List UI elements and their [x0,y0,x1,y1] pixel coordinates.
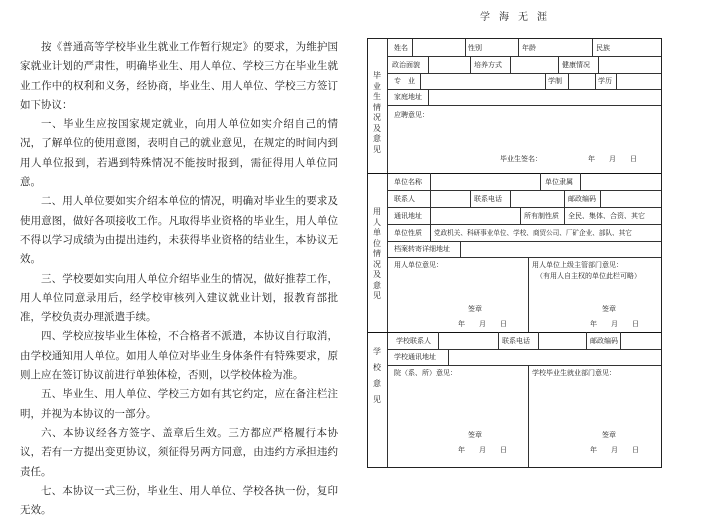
superior-seal-label: 签章 [602,305,616,313]
agreement-paragraph: 按《普通高等学校毕业生就业工作暂行规定》的要求，为维护国家就业计划的严肃性，明确毕业生、用人单位、学校三方在毕业生就业工作中的权利和义务，经协商，毕业生、用人单位、学校三方签订如下协议： [20,41,338,111]
page-header: 学海无涯 [480,12,556,23]
ethnicity-label: 民族 [596,44,610,52]
school-section-label: 学校意见 [373,347,381,404]
cell-divider [598,56,599,73]
superior-date: 年 月 日 [590,320,639,328]
affiliation-label: 单位隶属 [545,178,573,186]
school-phone-label: 联系电话 [502,337,530,345]
employer-address-label: 通讯地址 [394,212,422,220]
agreement-text [20,38,338,520]
dept-date: 年 月 日 [458,446,507,454]
cell-divider [420,73,421,89]
row-divider [387,207,661,208]
cell-divider [528,257,529,332]
employer-date: 年 月 日 [458,320,507,328]
unit-name-label: 单位名称 [394,178,422,186]
superior-opinion-note: （有用人自主权的单位此栏可略） [536,272,641,280]
cell-divider [600,190,601,207]
cell-divider [430,224,431,241]
cell-divider [538,332,539,349]
unit-nature-label: 单位性质 [394,229,422,237]
employer-phone-label: 联系电话 [474,195,502,203]
archive-address-label: 档案转寄详细地址 [394,245,450,253]
employment-agreement-form [367,38,662,468]
application-opinion-label: 应聘意见： [394,111,429,119]
cell-divider [586,332,587,349]
cell-divider [595,73,596,89]
cell-divider [428,56,429,73]
agreement-paragraph: 五、毕业生、用人单位、学校三方如有其它约定，应在备注栏注明，并视为本协议的一部分。 [20,388,338,420]
employer-postcode-label: 邮政编码 [568,195,596,203]
row-divider [387,73,661,74]
row-divider [387,349,661,350]
employer-contact-label: 联系人 [394,195,415,203]
cell-divider [568,73,569,89]
cell-divider [498,332,499,349]
training-mode-label: 培养方式 [474,61,502,69]
cell-divider [558,56,559,73]
home-address-label: 家庭地址 [394,93,422,101]
cell-divider [510,190,511,207]
cell-divider [430,207,431,224]
cell-divider [510,56,511,73]
office-date: 年 月 日 [590,446,639,454]
section-divider [368,173,661,174]
graduate-date: 年 月 日 [588,155,637,163]
agreement-paragraph: 二、用人单位要如实介绍本单位的情况，明确对毕业生的要求及使用意图，做好各项接收工作。凡取得毕业资格的毕业生，用人单位不得以学习成绩为由提出违约，未获得毕业资格的结业生，本协议无效。 [20,195,338,266]
cell-divider [438,332,439,349]
major-label: 专 业 [394,77,415,85]
school-address-label: 学校通讯地址 [394,353,436,361]
unit-nature-options: 党政机关、科研事业单位、学校、商贸公司、厂矿企业、部队、其它 [434,229,632,237]
education-label: 学历 [598,77,612,85]
cell-divider [520,207,521,224]
gender-label: 性别 [468,44,482,52]
name-label: 姓名 [394,44,408,52]
cell-divider [412,39,413,56]
employer-opinion-label: 用人单位意见： [394,261,443,269]
political-status-label: 政治面貌 [392,61,420,69]
degree-system-label: 学制 [548,77,562,85]
ownership-label: 所有制性质 [524,212,559,220]
cell-divider [448,349,449,365]
graduate-signature-label: 毕业生签名： [500,155,542,163]
row-divider [387,190,661,191]
agreement-paragraph: 七、本协议一式三份，毕业生、用人单位、学校各执一份，复印无效。 [20,484,338,517]
employer-seal-label: 签章 [468,305,482,313]
cell-divider [518,39,519,56]
cell-divider [564,190,565,207]
row-divider [387,105,661,106]
cell-divider [528,365,529,467]
section-divider [368,332,661,333]
health-label: 健康情况 [562,61,590,69]
agreement-paragraph: 一、毕业生应按国家规定就业，向用人单位如实介绍自己的情况，了解单位的使用意图，表明自己的就业意见，在规定的时间内到用人单位报到，若遇到特殊情况不能按时报到，需征得用人单位同意。 [20,118,338,189]
cell-divider [470,56,471,73]
row-divider [387,224,661,225]
agreement-paragraph: 六、本协议经各方签字、盖章后生效。三方都应严格履行本协议，若有一方提出变更协议，须征得另两方同意，由违约方承担违约责任。 [20,426,338,478]
cell-divider [460,241,461,257]
row-divider [387,241,661,242]
school-postcode-label: 邮政编码 [590,337,618,345]
cell-divider [564,207,565,224]
cell-divider [470,190,471,207]
dept-opinion-label: 院（系、所）意见： [394,369,457,377]
age-label: 年龄 [522,44,536,52]
cell-divider [616,73,617,89]
employer-section-label: 用人单位情况及意见 [373,207,381,300]
cell-divider [545,73,546,89]
cell-divider [428,89,429,105]
cell-divider [580,173,581,190]
cell-divider [540,173,541,190]
ownership-options: 全民、集体、合资、其它 [568,212,645,220]
cell-divider [465,39,466,56]
employment-office-opinion-label: 学校毕业生就业部门意见： [532,369,616,377]
row-divider [387,257,661,258]
superior-opinion-label: 用人单位上级主管部门意见： [532,261,623,269]
cell-divider [430,190,431,207]
office-seal-label: 签章 [602,431,616,439]
agreement-paragraph: 三、学校要如实向用人单位介绍毕业生的情况，做好推荐工作，用人单位同意录用后，经学校审核列入建议就业计划，报教育部批准，学校负责办理派遣手续。 [20,272,338,324]
school-contact-label: 学校联系人 [396,337,431,345]
cell-divider [430,173,431,190]
agreement-paragraph: 四、学校应按毕业生体检，不合格者不派遣，本协议自行取消，由学校通知用人单位。如用人单位对毕业生身体条件有特殊要求，原则上应在签订协议前进行单独体检，否则，以学校体检为准。 [20,330,338,382]
dept-seal-label: 签章 [468,431,482,439]
row-divider [387,365,661,366]
cell-divider [620,332,621,349]
graduate-section-label: 毕业生情况及意见 [373,71,381,154]
section-column-divider [387,39,388,467]
cell-divider [592,39,593,56]
